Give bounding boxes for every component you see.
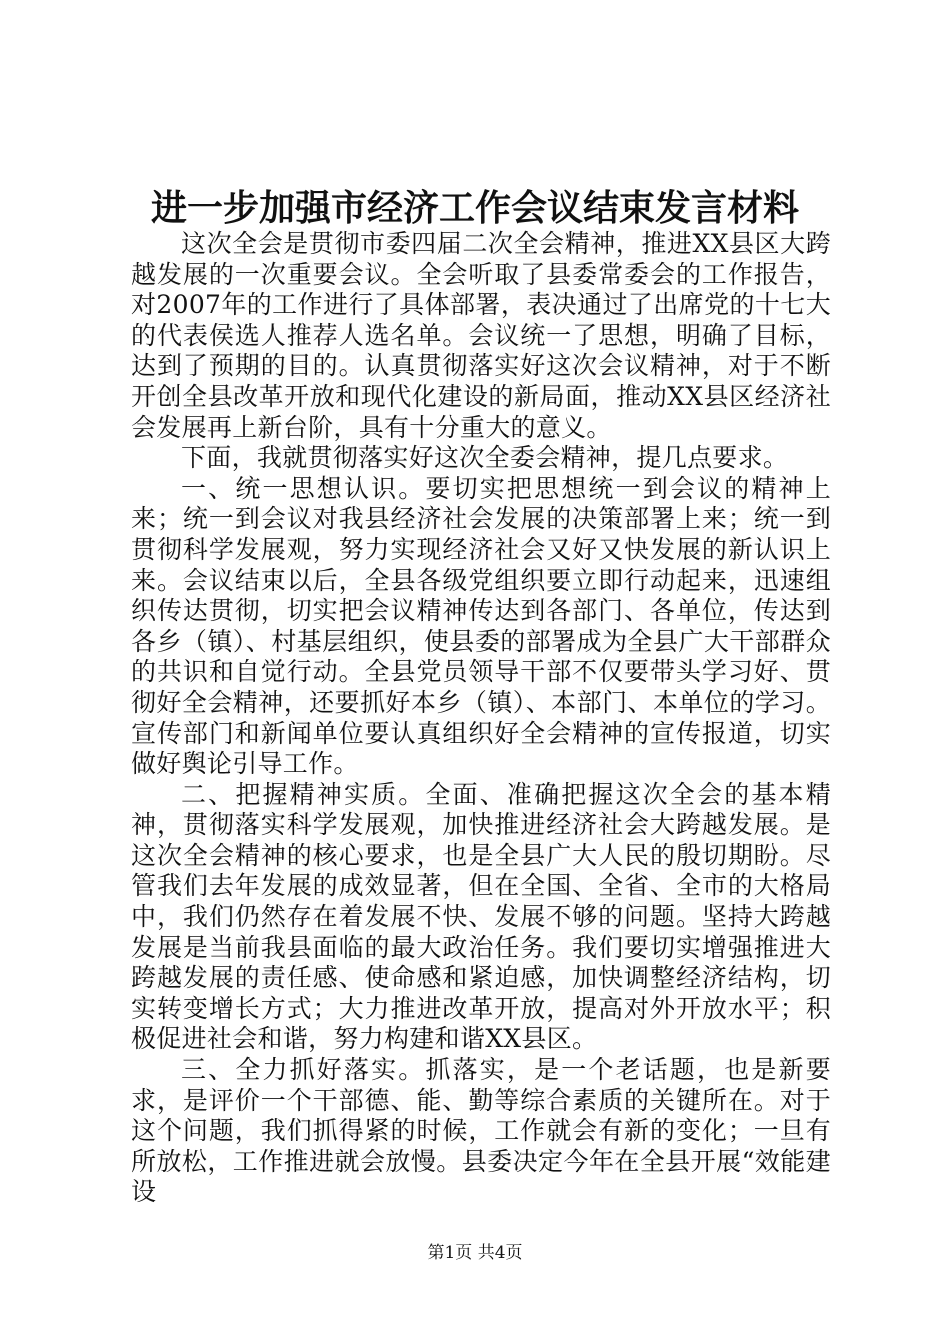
- page-number-footer: 第1页 共4页: [427, 1243, 523, 1263]
- paragraph-point-two: 二、把握精神实质。全面、准确把握这次全会的基本精神，贯彻落实科学发展观，加快推进经济社会大跨越发展。是这次全会精神的核心要求，也是全县广大人民的殷切期盼。尽管我们去年发展的成效显著，但在全国、全省、全市的大格局中，我们仍然存在着发展不快、发展不够的问题。坚持大跨越发展是当前我县面临的最大政治任务。我们要切实增强推进大跨越发展的责任感、使命感和紧迫感，加快调整经济结构，切实转变增长方式；大力推进改革开放，提高对外开放水平；积极促进社会和谐，努力构建和谐XX县区。: [131, 779, 831, 1054]
- paragraph-intro: 这次全会是贯彻市委四届二次全会精神，推进XX县区大跨越发展的一次重要会议。全会听取了县委常委会的工作报告，对2007年的工作进行了具体部署，表决通过了出席党的十七大的代表侯选人推荐人选名单。会议统一了思想，明确了目标，达到了预期的目的。认真贯彻落实好这次会议精神，对于不断开创全县改革开放和现代化建设的新局面，推动XX县区经济社会发展再上新台阶，具有十分重大的意义。: [131, 229, 831, 442]
- paragraph-requirements-lead: 下面，我就贯彻落实好这次全委会精神，提几点要求。: [181, 443, 789, 473]
- paragraph-point-three: 三、全力抓好落实。抓落实，是一个老话题，也是新要求，是评价一个干部德、能、勤等综合素质的关键所在。对于这个问题，我们抓得紧的时候，工作就会有新的变化；一旦有所放松，工作推进就会放慢。县委决定今年在全县开展“效能建设: [131, 1055, 831, 1207]
- paragraph-point-one: 一、统一思想认识。要切实把思想统一到会议的精神上来；统一到会议对我县经济社会发展的决策部署上来；统一到贯彻科学发展观，努力实现经济社会又好又快发展的新认识上来。会议结束以后，全县各级党组织要立即行动起来，迅速组织传达贯彻，切实把会议精神传达到各部门、各单位，传达到各乡（镇）、村基层组织，使县委的部署成为全县广大干部群众的共识和自觉行动。全县党员领导干部不仅要带头学习好、贯彻好全会精神，还要抓好本乡（镇）、本部门、本单位的学习。宣传部门和新闻单位要认真组织好全会精神的宣传报道，切实做好舆论引导工作。: [131, 473, 831, 779]
- document-body: [131, 229, 831, 1208]
- document-title: 进一步加强市经济工作会议结束发言材料: [150, 187, 799, 229]
